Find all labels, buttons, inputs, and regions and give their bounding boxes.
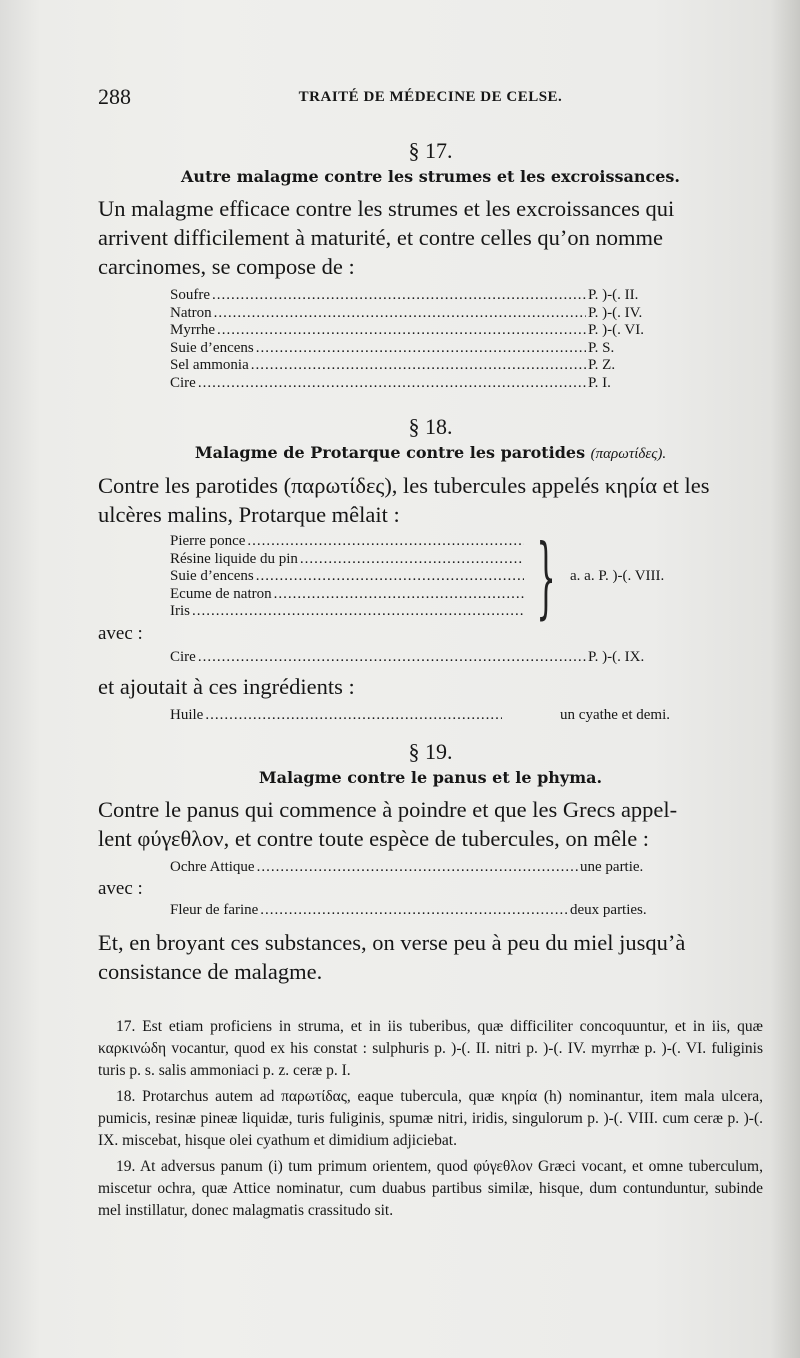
- ingredient-name: Sel ammonia: [170, 357, 249, 373]
- ingredient-name: Suie d’encens: [170, 339, 254, 356]
- ingredient-dose: P. Z.: [588, 357, 616, 373]
- ingredient-row: [170, 902, 670, 920]
- intro-line: Contre le panus qui commence à poindre et que les Grecs appel-: [98, 796, 678, 822]
- ingredient-row: [170, 322, 670, 340]
- ingredient-row: [170, 859, 670, 877]
- ingredient-row: [170, 533, 526, 551]
- section-17-ingredients: [170, 287, 670, 392]
- section-18-title: [98, 443, 763, 463]
- section-18-huile: [170, 707, 670, 725]
- ingredient-row: [170, 603, 526, 621]
- latin-note-17: 17. Est etiam proficiens in struma, et in iis tuberibus, quæ difficiliter concoquuntur, et in iis, quæ καρκινώδη vocantur, quod ex his constat : sulphuris p. )-(. II. nitri p. )-(. IV. myrrhæ p. )-(. VI. fuliginis turis p. s. salis ammoniaci p. z. ceræ p. I.: [98, 1017, 763, 1079]
- ingredient-name: Iris: [170, 603, 190, 619]
- ingredient-row: [170, 305, 670, 323]
- ingredient-name: Soufre: [170, 287, 210, 303]
- ingredient-name: Myrrhe: [170, 322, 215, 338]
- ingredient-dose: P. I.: [588, 374, 611, 391]
- section-19-ochre: [170, 859, 670, 877]
- group-dose: a. a. P. )-(. VIII.: [570, 568, 665, 584]
- ingredient-name: Huile: [170, 707, 204, 723]
- ingredient-row: [170, 357, 670, 375]
- ingredient-dose: P. )-(. II.: [588, 287, 639, 303]
- section-18-cire: [170, 649, 670, 667]
- section-18-title-greek: (παρωτίδες).: [590, 446, 667, 462]
- section-19-farine: [170, 902, 670, 920]
- ingredient-name: Cire: [170, 648, 196, 665]
- ingredient-dose: un cyathe et demi.: [560, 707, 670, 723]
- section-19-outro: [98, 928, 763, 986]
- grouped-ingredients: [170, 533, 526, 621]
- ingredient-dose: P. )-(. VI.: [588, 322, 644, 338]
- section-17-number: § 17.: [408, 138, 453, 163]
- ingredient-name: Pierre ponce: [170, 533, 246, 549]
- ingredient-row: [170, 586, 526, 604]
- latin-note-19: 19. At adversus panum (i) tum primum orientem, quod φύγεθλον Græci vocant, et omne tuberculum, miscetur ochra, quæ Attice nominatur, cum duabus partibus similæ, hisque, dum contunduntur, subinde mel instillatur, donec malagmatis crassitudo sit.: [98, 1157, 763, 1219]
- ingredient-name: Cire: [170, 374, 196, 391]
- section-18-number: § 18.: [408, 414, 453, 439]
- ingredient-name: Ecume de natron: [170, 585, 272, 602]
- page-header: [98, 84, 763, 116]
- ingredient-row: [170, 375, 670, 393]
- ingredient-row: [170, 551, 526, 569]
- intro-line: lent φύγεθλον, et contre toute espèce de tubercules, on mêle :: [98, 825, 650, 851]
- ingredient-name: Résine liquide du pin: [170, 550, 298, 567]
- section-18-title-text: Malagme de Protarque contre les parotides: [194, 443, 586, 462]
- section-18-added: et ajoutait à ces ingrédients :: [98, 674, 355, 699]
- intro-line: Un malagme efficace contre les strumes et les excroissances qui: [98, 196, 675, 221]
- section-19-intro: [98, 795, 763, 853]
- section-17-intro: [98, 194, 763, 281]
- ingredient-dose: P. )-(. IV.: [588, 304, 643, 321]
- ingredient-name: Suie d’encens: [170, 568, 254, 584]
- page-content: [98, 84, 763, 1226]
- section-17-title: Autre malagme contre les strumes et les excroissances.: [181, 167, 680, 186]
- ingredient-name: Ochre Attique: [170, 858, 255, 875]
- ingredient-row: [170, 340, 670, 358]
- brace-glyph: }: [536, 524, 556, 628]
- intro-line: arrivent difficilement à maturité, et contre celles qu’on nomme: [98, 225, 663, 250]
- page-number: 288: [98, 84, 131, 109]
- ingredient-name: Natron: [170, 304, 212, 321]
- section-19-number: § 19.: [408, 738, 453, 764]
- intro-line: Contre les parotides (παρωτίδες), les tubercules appelés κηρία et les: [98, 473, 710, 498]
- section-18-intro: [98, 471, 763, 529]
- ingredient-row: [170, 568, 526, 586]
- running-title: TRAITÉ DE MÉDECINE DE CELSE.: [298, 89, 563, 105]
- ingredient-row: [170, 649, 670, 667]
- section-19-title: Malagme contre le panus et le phyma.: [258, 767, 603, 787]
- ingredient-name: Fleur de farine: [170, 902, 259, 918]
- avec-label: avec :: [98, 878, 143, 899]
- ingredient-row: [170, 707, 670, 725]
- ingredient-dose: une partie.: [580, 858, 644, 875]
- ingredient-dose: P. )-(. IX.: [588, 648, 645, 665]
- latin-note-18: 18. Protarchus autem ad παρωτίδας, eaque tubercula, quæ κηρία (h) nominantur, item mala ulcera, pumicis, resinæ pineæ liquidæ, turis fuliginis, spumæ nitri, iridis, singulorum p. )-(. VIII. cum ceræ p. )-(. IX. miscebat, hisque olei cyathum et dimidium adjiciebat.: [98, 1087, 763, 1149]
- section-18-ingredient-group: [170, 524, 763, 628]
- ingredient-dose: deux parties.: [570, 902, 647, 918]
- latin-notes: [98, 1016, 763, 1222]
- outro-line: Et, en broyant ces substances, on verse peu à peu du miel jusqu’à: [98, 929, 686, 955]
- intro-line: carcinomes, se compose de :: [98, 254, 355, 279]
- intro-line: ulcères malins, Protarque mêlait :: [98, 502, 400, 527]
- avec-label: avec :: [98, 622, 143, 644]
- outro-line: consistance de malagme.: [98, 958, 323, 984]
- ingredient-dose: P. S.: [588, 339, 615, 356]
- ingredient-row: [170, 287, 670, 305]
